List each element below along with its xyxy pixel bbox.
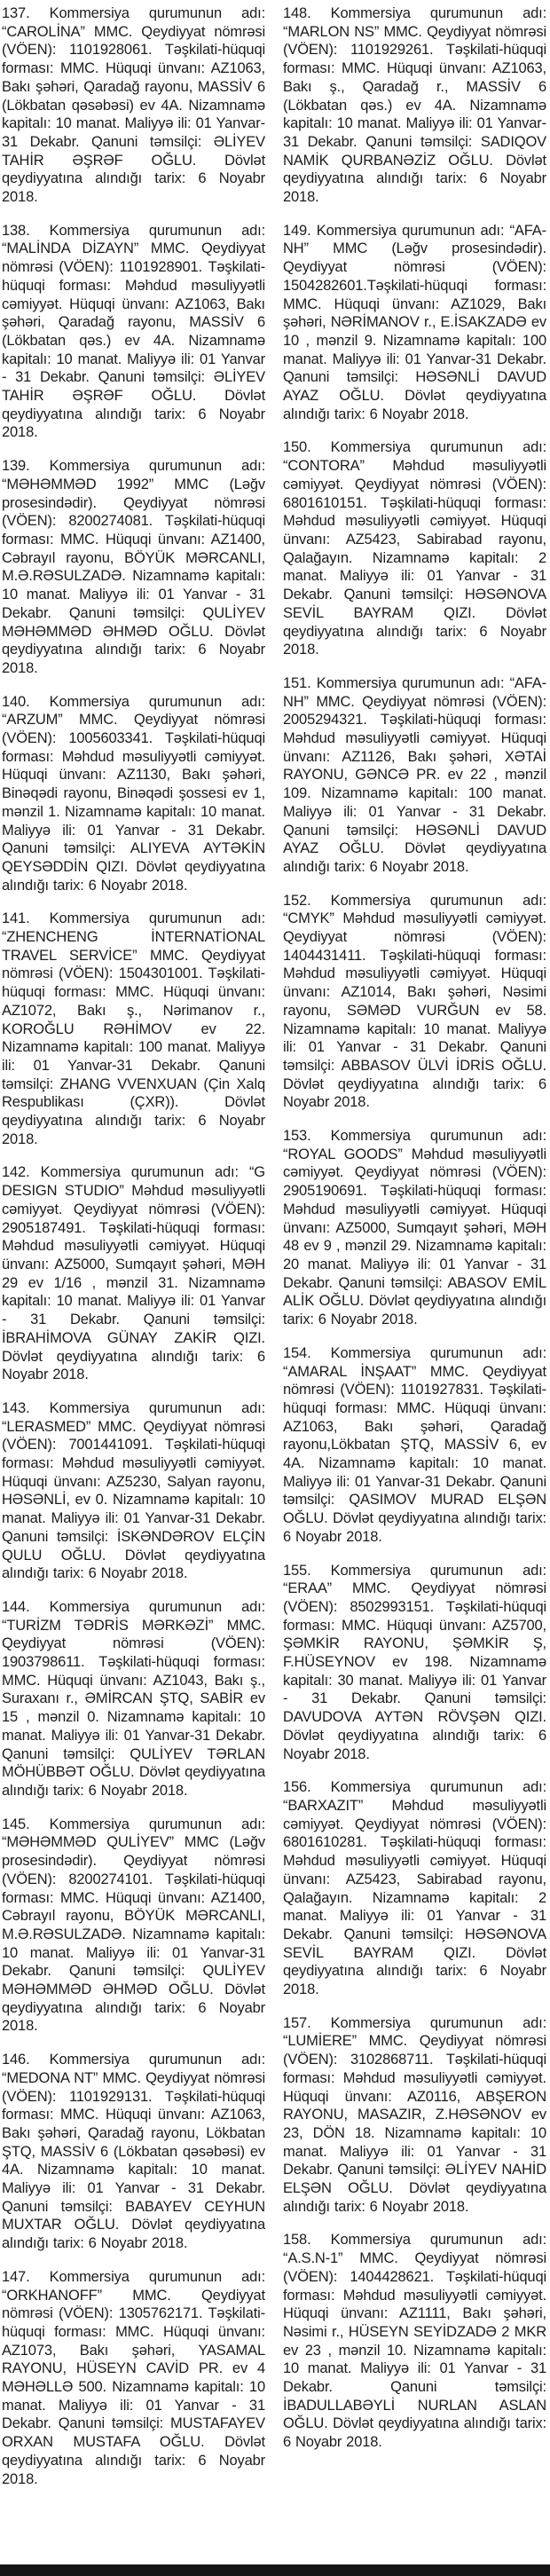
- entry-text: Kommersiya qurumunun adı: “MARLON NS” MMC. Qeydiyyat nömrəsi (VÖEN): 1101929261. Təşkilati-hüquqi forması: MMC. Hüquqi ünvanı: AZ1063, Bakı ş., Qaradağ r., MASSİV 6 (Lökbatan qəs.) ev 4A. Nizamnamə kapitalı: 10 manat. Maliyyə ili: 01 Yanvar-31 Dekabr. Qanuni təmsilçi: SADIQOV NAMİK QURBANƏZİZ OĞLU. Dövlət qeydiyyatına alındığı tarix: 6 Noyabr 2018.: [283, 5, 547, 206]
- registry-entry: [2, 910, 265, 1148]
- entry-text: Kommersiya qurumunun adı: “MƏHƏMMƏD 1992” MMC (Ləğv prosesindədir). Qeydiyyat nömrəsi (VÖEN): 8200274081. Təşkilati-hüquqi forması: MMC. Hüquqi ünvanı: AZ1400, Cəbrayıl rayonu, BÖYÜK MƏRCANLI, M.Ə.RƏSULZADƏ. Nizamnamə kapitalı: 10 manat. Maliyyə ili: 01 Yanvar - 31 Dekabr. Qanuni təmsilçi: QULİYEV MƏHƏMMƏD ƏHMƏD OĞLU. Dövlət qeydiyyatına alındığı tarix: 6 Noyabr 2018.: [2, 458, 266, 676]
- entry-number: 144.: [2, 1598, 30, 1615]
- entry-number: 152.: [283, 892, 311, 909]
- entry-number: 141.: [2, 910, 30, 927]
- registry-entry: [283, 4, 546, 207]
- registry-entry: [2, 1598, 265, 1800]
- registry-entry: [2, 1163, 265, 1383]
- left-column: [2, 4, 265, 2488]
- entry-text: Kommersiya qurumunun adı: “ZHENCHENG İNTERNATİONAL TRAVEL SERVİCE” MMC. Qeydiyyat nömrəsi (VÖEN): 1504301001. Təşkilati-hüquqi forması: MMC. Hüquqi ünvanı: AZ1072, Bakı ş., Nərimanov r., KOROĞLU RƏHİMOV ev 22. Nizamnamə kapitalı: 100 manat. Maliyyə ili: 01 Yanvar-31 Dekabr. Qanuni təmsilçi: ZHANG VVENXUAN (Çin Xalq Respublikası (ÇXR)). Dövlət qeydiyyatına alındığı tarix: 6 Noyabr 2018.: [2, 910, 266, 1147]
- registry-entry: [283, 222, 546, 424]
- entry-number: 153.: [283, 1128, 311, 1145]
- entry-text: Kommersiya qurumunun adı: “AMARAL İNŞAAT” MMC. Qeydiyyat nömrəsi (VÖEN): 1101927831. Təşkilati-hüquqi forması: MMC. Hüquqi ünvanı: AZ1063, Bakı şəhəri, Qaradağ rayonu,Lökbatan ŞTQ, MASSİV 6, ev 4A. Nizamnamə kapitalı: 10 manat. Maliyyə ili: 01 Yanvar-31 Dekabr. Qanuni təmsilçi: QASIMOV MURAD ELŞƏN OĞLU. Dövlət qeydiyyatına alındığı tarix: 6 Noyabr 2018.: [283, 1344, 547, 1545]
- entry-number: 139.: [2, 458, 30, 475]
- registry-entry: [283, 1344, 546, 1547]
- page-bottom-rule: [0, 2564, 550, 2576]
- entry-number: 154.: [283, 1344, 311, 1361]
- entry-number: 143.: [2, 1399, 30, 1416]
- entry-number: 140.: [2, 693, 30, 710]
- registry-entry: [2, 1399, 265, 1583]
- entry-number: 155.: [283, 1562, 311, 1579]
- registry-entry: [2, 2268, 265, 2488]
- entry-text: Kommersiya qurumunun adı: “CONTORA” Məhdud məsuliyyətli cəmiyyət. Qeydiyyat nömrəsi (VÖEN): 6801610151. Təşkilati-hüquqi forması: Məhdud məsuliyyətli cəmiyyət. Hüquqi ünvanı: AZ5423, Sabirabad rayonu, Qalağayın. Nizamnamə kapitalı: 2 manat. Maliyyə ili: 01 Yanvar - 31 Dekabr. Qanuni təmsilçi: HƏSƏNOVA SEVİL BAYRAM QIZI. Dövlət qeydiyyatına alındığı tarix: 6 Noyabr 2018.: [283, 439, 547, 658]
- entry-number: 142.: [2, 1164, 30, 1181]
- entry-text: Kommersiya qurumunun adı: “BARXAZIT” Məhdud məsuliyyətli cəmiyyət. Qeydiyyat nömrəsi (VÖEN): 6801610281. Təşkilati-hüquqi forması: Məhdud məsuliyyətli cəmiyyət. Hüquqi ünvanı: AZ5423, Sabirabad rayonu, Qalağayın. Nizamnamə kapitalı: 2 manat. Maliyyə ili: 01 Yanvar - 31 Dekabr. Qanuni təmsilçi: HƏSƏNOVA SEVİL BAYRAM QIZI. Dövlət qeydiyyatına alındığı tarix: 6 Noyabr 2018.: [283, 1779, 547, 1998]
- entry-number: 156.: [283, 1779, 311, 1796]
- entry-number: 158.: [283, 2232, 311, 2249]
- entry-number: 145.: [2, 1816, 30, 1832]
- entry-number: 157.: [283, 2014, 311, 2031]
- registry-entry: [283, 2231, 546, 2451]
- entry-number: 138.: [2, 222, 30, 239]
- entry-text: Kommersiya qurumunun adı: “A.S.N-1” MMC. Qeydiyyat nömrəsi (VÖEN): 1404428621. Təşkilati-hüquqi forması: Məhdud məsuliyyətli cəmiyyət. Hüquqi ünvanı: AZ1111, Bakı şəhəri, Nəsimi r., HÜSEYN SEYİDZADƏ 2 MKR ev 23 , mənzil 10. Nizamnamə kapitalı: 10 manat. Maliyyə ili: 01 Yanvar - 31 Dekabr. Qanuni təmsilçi: İBADULLABƏYLİ NURLAN ASLAN OĞLU. Dövlət qeydiyyatına alındığı tarix: 6 Noyabr 2018.: [283, 2232, 547, 2451]
- entry-number: 150.: [283, 439, 311, 456]
- entry-text: Kommersiya qurumunun adı: “LUMİERE” MMC. Qeydiyyat nömrəsi (VÖEN): 3102868711. Təşkilati-hüquqi forması: Məhdud məsuliyyətli cəmiyyət. Hüquqi ünvanı: AZ0116, ABŞERON RAYONU, MASAZIR, Z.HƏSƏNOV ev 23, DÖN 18. Nizamnamə kapitalı: 10 manat. Maliyyə ili: 01 Yanvar - 31 Dekabr. Qanuni təmsilçi: ƏLİYEV NAHİD ELŞƏN OĞLU. Dövlət qeydiyyatına alındığı tarix: 6 Noyabr 2018.: [283, 2014, 547, 2215]
- entry-text: Kommersiya qurumunun adı: “ARZUM” MMC. Qeydiyyat nömrəsi (VÖEN): 1005603341. Təşkilati-hüquqi forması: Məhdud məsuliyyətli cəmiyyət. Hüquqi ünvanı: AZ1130, Bakı şəhəri, Binəqədi rayonu, Binəqədi şossesi ev 1, mənzil 1. Nizamnamə kapitalı: 10 manat. Maliyyə ili: 01 Yanvar - 31 Dekabr. Qanuni təmsilçi: ALIYEVA AYTƏKİN QEYSƏDDİN QIZI. Dövlət qeydiyyatına alındığı tarix: 6 Noyabr 2018.: [2, 693, 266, 894]
- entry-number: 148.: [283, 5, 311, 21]
- registry-entry: [2, 222, 265, 442]
- registry-entry: [283, 438, 546, 658]
- entry-text: Kommersiya qurumunun adı: “ROYAL GOODS” Məhdud məsuliyyətli cəmiyyət. Qeydiyyat nömrəsi (VÖEN): 2905190691. Təşkilati-hüquqi forması: Məhdud məsuliyyətli cəmiyyət. Hüquqi ünvanı: AZ5000, Sumqayıt şəhəri, MƏH 48 ev 9 , mənzil 29. Nizamnamə kapitalı: 20 manat. Maliyyə ili: 01 Yanvar - 31 Dekabr. Qanuni təmsilçi: ABASOV EMİL ALİK OĞLU. Dövlət qeydiyyatına alındığı tarix: 6 Noyabr 2018.: [283, 1128, 547, 1328]
- registry-entry: [283, 1127, 546, 1329]
- entry-number: 137.: [2, 5, 30, 21]
- registry-entry: [2, 457, 265, 677]
- entry-text: Kommersiya qurumunun adı: “LERASMED” MMC. Qeydiyyat nömrəsi (VÖEN): 7001441091. Təşkilati-hüquqi forması: Məhdud məsuliyyətli cəmiyyət. Hüquqi ünvanı: AZ5230, Salyan rayonu, HƏSƏNLİ, ev 0. Nizamnamə kapitalı: 10 manat. Maliyyə ili: 01 Yanvar-31 Dekabr. Qanuni təmsilçi: İSKƏNDƏROV ELÇİN QULU OĞLU. Dövlət qeydiyyatına alındığı tarix: 6 Noyabr 2018.: [2, 1399, 266, 1582]
- registry-entry: [2, 2051, 265, 2253]
- entry-text: Kommersiya qurumunun adı: “MƏHƏMMƏD QULİYEV” MMC (Ləğv prosesindədir). Qeydiyyat nömrəsi (VÖEN): 8200274101. Təşkilati-hüquqi forması: MMC. Hüquqi ünvanı: AZ1400, Cəbrayıl rayonu, BÖYÜK MƏRCANLI, M.Ə.RƏSULZADƏ. Nizamnamə kapitalı: 10 manat. Maliyyə ili: 01 Yanvar-31 Dekabr. Qanuni təmsilçi: QULİYEV MƏHƏMMƏD ƏHMƏD OĞLU. Dövlət qeydiyyatına alındığı tarix: 6 Noyabr 2018.: [2, 1816, 266, 2035]
- registry-entry: [283, 892, 546, 1112]
- entry-text: Kommersiya qurumunun adı: “CMYK” Məhdud məsuliyyətli cəmiyyət. Qeydiyyat nömrəsi (VÖEN): 1404431411. Təşkilati-hüquqi forması: Məhdud məsuliyyətli cəmiyyət. Hüquqi ünvanı: AZ1014, Bakı şəhəri, Nəsimi rayonu, SƏMƏD VURĞUN ev 58. Nizamnamə kapitalı: 10 manat. Maliyyə ili: 01 Yanvar - 31 Dekabr. Qanuni təmsilçi: ABBASOV ÜLVİ İDRİS OĞLU. Dövlət qeydiyyatına alındığı tarix: 6 Noyabr 2018.: [283, 892, 547, 1111]
- entry-text: Kommersiya qurumunun adı: “MEDONA NT” MMC. Qeydiyyat nömrəsi (VÖEN): 1101929131. Təşkilati-hüquqi forması: MMC. Hüquqi ünvanı: AZ1063, Bakı şəhəri, Qaradağ rayonu, Lökbatan ŞTQ, MASSİV 6 (Lökbatan qəsəbəsi) ev 4A. Nizamnamə kapitalı: 10 manat. Maliyyə ili: 01 Yanvar - 31 Dekabr. Qanuni təmsilçi: BABAYEV CEYHUN MUXTAR OĞLU. Dövlət qeydiyyatına alındığı tarix: 6 Noyabr 2018.: [2, 2052, 266, 2252]
- entry-text: Kommersiya qurumunun adı: “G DESIGN STUDIO” Məhdud məsuliyyətli cəmiyyət. Qeydiyyat nömrəsi (VÖEN): 2905187491. Təşkilati-hüquqi forması: Məhdud məsuliyyətli cəmiyyət. Hüquqi ünvanı: AZ5000, Sumqayıt şəhəri, MƏH 29 ev 1/16 , mənzil 31. Nizamnamə kapitalı: 10 manat. Maliyyə ili: 01 Yanvar - 31 Dekabr. Qanuni təmsilçi: İBRAHİMOVA GÜNAY ZAKİR QIZI. Dövlət qeydiyyatına alındığı tarix: 6 Noyabr 2018.: [2, 1164, 265, 1383]
- registry-entry: [2, 693, 265, 895]
- entry-text: Kommersiya qurumunun adı: “TURİZM TƏDRİS MƏRKƏZİ” MMC. Qeydiyyat nömrəsi (VÖEN): 1903798611. Təşkilati-hüquqi forması: MMC. Hüquqi ünvanı: AZ1043, Bakı ş., Suraxanı r., ƏMİRCAN ŞTQ, SABİR ev 15 , mənzil 0. Nizamnamə kapitalı: 10 manat. Maliyyə ili: 01 Yanvar-31 Dekabr. Qanuni təmsilçi: QULİYEV TƏRLAN MÖHÜBBƏT OĞLU. Dövlət qeydiyyatına alındığı tarix: 6 Noyabr 2018.: [2, 1598, 266, 1799]
- registry-entry: [2, 4, 265, 207]
- entry-text: Kommersiya qurumunun adı: “MALİNDA DİZAYN” MMC. Qeydiyyat nömrəsi (VÖEN): 1101928901. Təşkilati-hüquqi forması: Məhdud məsuliyyətli cəmiyyət. Hüquqi ünvanı: AZ1063, Bakı şəhəri, Qaradağ rayonu, MASSİV 6 (Lökbatan qəs.) ev 4A. Nizamnamə kapitalı: 10 manat. Maliyyə ili: 01 Yanvar - 31 Dekabr. Qanuni təmsilçi: ƏLİYEV TAHİR ƏŞRƏF OĞLU. Dövlət qeydiyyatına alındığı tarix: 6 Noyabr 2018.: [2, 222, 266, 441]
- entry-text: Kommersiya qurumunun adı: “AFA-NH” MMC. Qeydiyyat nömrəsi (VÖEN): 2005294321. Təşkilati-hüquqi forması: Məhdud məsuliyyətli cəmiyyət. Hüquqi ünvanı: AZ1126, Bakı şəhəri, XƏTAİ RAYONU, GƏNCƏ PR. ev 22 , mənzil 109. Nizamnamə kapitalı: 100 manat. Maliyyə ili: 01 Yanvar - 31 Dekabr. Qanuni təmsilçi: HƏSƏNLİ DAVUD AYAZ OĞLU. Dövlət qeydiyyatına alındığı tarix: 6 Noyabr 2018.: [283, 674, 547, 875]
- entry-number: 151.: [283, 674, 311, 691]
- entry-number: 146.: [2, 2052, 30, 2068]
- registry-entry: [283, 1562, 546, 1764]
- registry-entry: [2, 1816, 265, 2036]
- entry-text: Kommersiya qurumunun adı: “CAROLİNA” MMC. Qeydiyyat nömrəsi (VÖEN): 1101928061. Təşkilati-hüquqi forması: MMC. Hüquqi ünvanı: AZ1063, Bakı şəhəri, Qaradağ rayonu, MASSİV 6 (Lökbatan qəsəbəsi) ev 4A. Nizamnamə kapitalı: 10 manat. Maliyyə ili: 01 Yanvar-31 Dekabr. Qanuni təmsilçi: ƏLİYEV TAHİR ƏŞRƏF OĞLU. Dövlət qeydiyyatına alındığı tarix: 6 Noyabr 2018.: [2, 5, 266, 206]
- registry-entry: [283, 674, 546, 877]
- registry-entry: [283, 1778, 546, 1998]
- entry-text: Kommersiya qurumunun adı: “AFA-NH” MMC (Ləğv prosesindədir). Qeydiyyat nömrəsi (VÖEN): 1504282601.Təşkilati-hüquqi forması: MMC. Hüquqi ünvanı: AZ1029, Bakı şəhəri, NƏRİMANOV r., E.İSAKZADƏ ev 10 , mənzil 9. Nizamnamə kapitalı: 100 manat. Maliyyə ili: 01 Yanvar-31 Dekabr. Qanuni təmsilçi: HƏSƏNLİ DAVUD AYAZ OĞLU. Dövlət qeydiyyatına alındığı tarix: 6 Noyabr 2018.: [283, 222, 547, 422]
- entry-number: 147.: [2, 2268, 30, 2285]
- registry-entry: [283, 2014, 546, 2217]
- entry-text: Kommersiya qurumunun adı: “ERAA” MMC. Qeydiyyat nömrəsi (VÖEN): 8502993151. Təşkilati-hüquqi forması: MMC. Hüquqi ünvanı: AZ5700, ŞƏMKİR RAYONU, ŞƏMKİR Ş, F.HÜSEYNOV ev 198. Nizamnamə kapitalı: 30 manat. Maliyyə ili: 01 Yanvar - 31 Dekabr. Qanuni təmsilçi: DAVUDOVA AYTƏN RÖVŞƏN QIZI. Dövlət qeydiyyatına alındığı tarix: 6 Noyabr 2018.: [283, 1562, 547, 1762]
- entry-text: Kommersiya qurumunun adı: “ORKHANOFF” MMC. Qeydiyyat nömrəsi (VÖEN): 1305762171. Təşkilati-hüquqi forması: MMC. Hüquqi ünvanı: AZ1073, Bakı şəhəri, YASAMAL RAYONU, HÜSEYN CAVİD PR. ev 4 MƏHƏLLƏ 500. Nizamnamə kapitalı: 10 manat. Maliyyə ili: 01 Yanvar - 31 Dekabr. Qanuni təmsilçi: MUSTAFAYEV ORXAN MUSTAFA OĞLU. Dövlət qeydiyyatına alındığı tarix: 6 Noyabr 2018.: [2, 2268, 266, 2487]
- right-column: [283, 4, 546, 2488]
- entry-number: 149.: [283, 222, 311, 239]
